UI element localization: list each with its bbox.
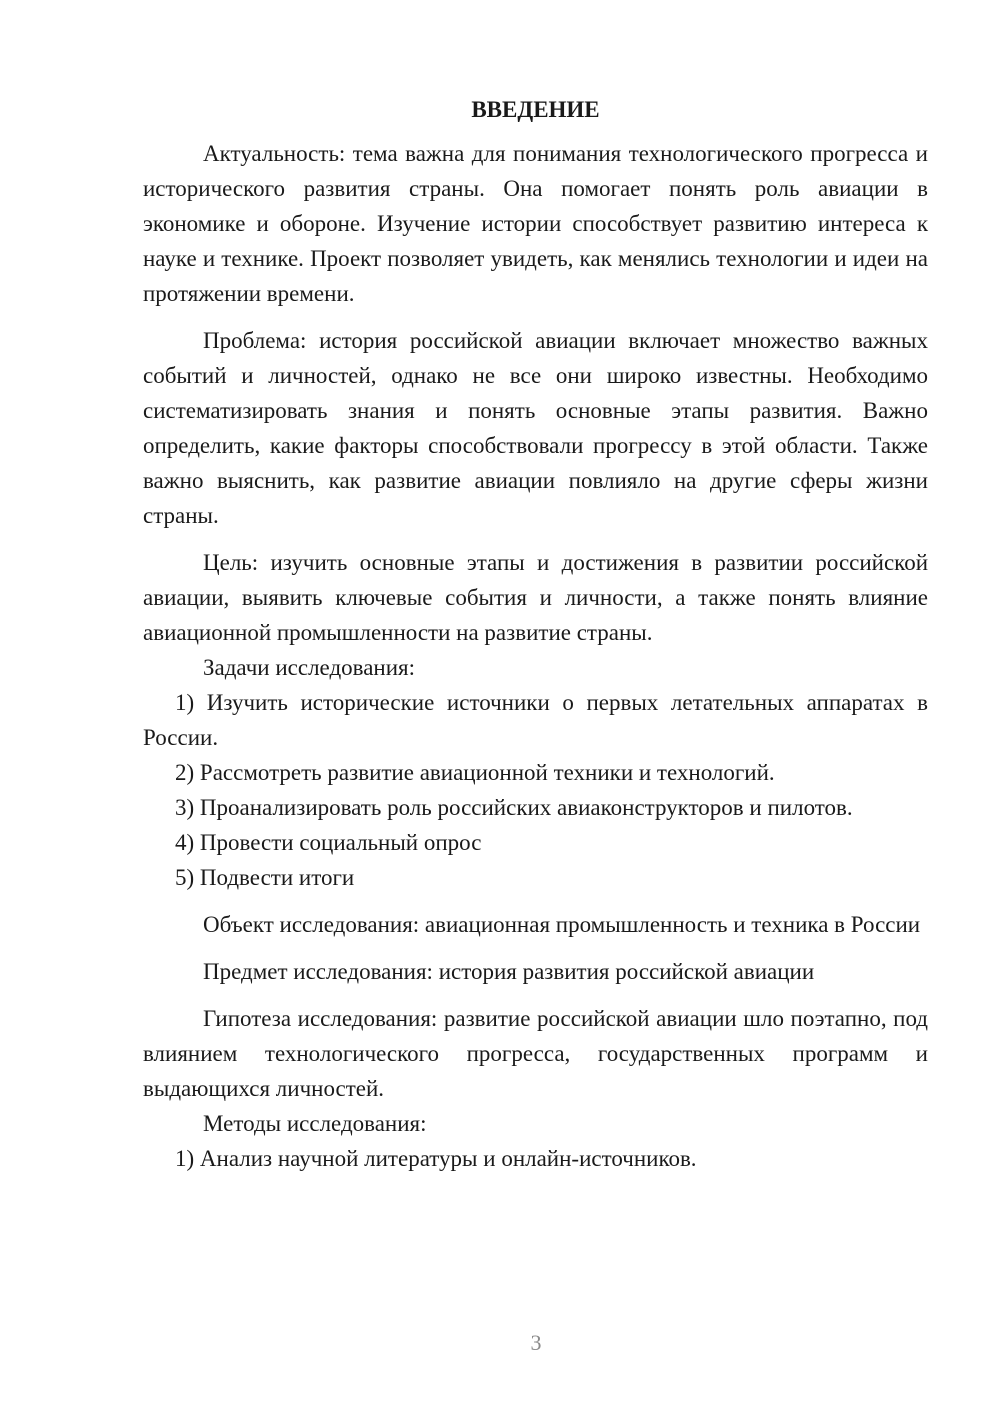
tasks-heading: Задачи исследования: xyxy=(203,655,416,680)
hypothesis-paragraph: Гипотеза исследования: развитие российской авиации шло поэтапно, под влиянием технологического прогресса, государственных программ и выдающихся личностей. xyxy=(143,1006,928,1101)
task-item-3: 3) Проанализировать роль российских авиаконструкторов и пилотов. xyxy=(175,795,853,820)
method-item-1: 1) Анализ научной литературы и онлайн-источников. xyxy=(175,1146,697,1171)
task-item-2: 2) Рассмотреть развитие авиационной техники и технологий. xyxy=(175,760,775,785)
goal-paragraph: Цель: изучить основные этапы и достижения в развитии российской авиации, выявить ключевые события и личности, а также понять влияние авиационной промышленности на развитие страны. xyxy=(143,550,928,645)
task-item-5: 5) Подвести итоги xyxy=(175,865,355,890)
task-item-1: 1) Изучить исторические источники о первых летательных аппаратах в России. xyxy=(143,690,928,750)
page-content xyxy=(143,90,928,1176)
object-paragraph: Объект исследования: авиационная промышленность и техника в России xyxy=(203,912,921,937)
page-number: 3 xyxy=(530,1330,542,1355)
task-item-4: 4) Провести социальный опрос xyxy=(175,830,482,855)
section-title: ВВЕДЕНИЕ xyxy=(471,97,600,122)
subject-paragraph: Предмет исследования: история развития российской авиации xyxy=(203,959,815,984)
problem-paragraph: Проблема: история российской авиации включает множество важных событий и личностей, однако не все они широко известны. Необходимо систематизировать знания и понять основные этапы развития. Важно определить, какие факторы способствовали прогрессу в этой области. Также важно выяснить, как развитие авиации повлияло на другие сферы жизни страны. xyxy=(143,328,928,528)
relevance-paragraph: Актуальность: тема важна для понимания технологического прогресса и исторического развития страны. Она помогает понять роль авиации в экономике и обороне. Изучение истории способствует развитию интереса к науке и технике. Проект позволяет увидеть, как менялись технологии и идеи на протяжении времени. xyxy=(143,141,928,306)
methods-heading: Методы исследования: xyxy=(203,1111,427,1136)
